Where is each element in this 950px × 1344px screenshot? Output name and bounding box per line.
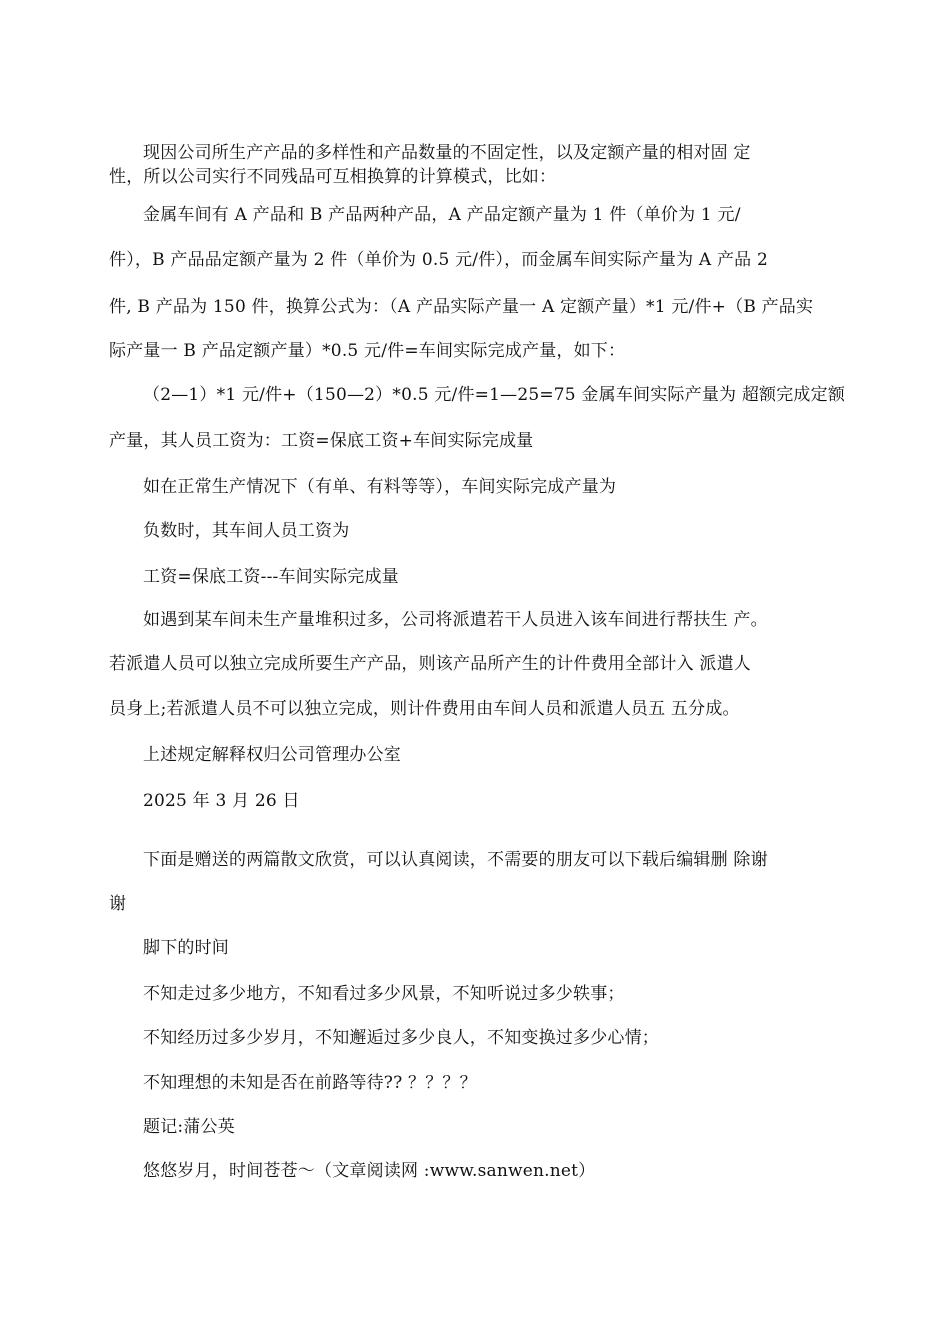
text-line: 悠悠岁月，时间苍苍〜（文章阅读网 :www.sanwen.net） xyxy=(143,1161,596,1181)
text-line: 不知经历过多少岁月，不知邂逅过多少良人，不知变换过多少心情； xyxy=(143,1028,659,1048)
text-line: 负数时，其车间人员工资为 xyxy=(143,521,350,541)
text-line: 不知理想的未知是否在前路等待?? ？？？？ xyxy=(143,1073,477,1093)
text-line: 工资=保底工资---车间实际完成量 xyxy=(143,567,399,587)
text-line: 件, B 产品为 150 件，换算公式为：（A 产品实际产量一 A 定额产量）*1 元/件+（B 产品实 xyxy=(109,297,814,317)
text-line: 如在正常生产情况下（有单、有料等等），车间实际完成产量为 xyxy=(143,477,617,497)
essay-title: 脚下的时间 xyxy=(143,938,229,958)
text-line: 件），B 产品品定额产量为 2 件（单价为 0.5 元/件），而金属车间实际产量为 A 产品 2 xyxy=(109,250,768,270)
text-line: （2—1）*1 元/件+（150—2）*0.5 元/件=1—25=75 金属车间实际产量为 超额完成定额 xyxy=(143,385,846,405)
text-line: 不知走过多少地方，不知看过多少风景，不知听说过多少轶事； xyxy=(143,984,625,1004)
date-line: 2025 年 3 月 26 日 xyxy=(143,791,300,811)
text-line: 际产量一 B 产品定额产量）*0.5 元/件=车间实际完成产量，如下： xyxy=(109,341,626,361)
text-line: 上述规定解释权归公司管理办公室 xyxy=(143,745,401,765)
text-line: 题记:蒲公英 xyxy=(143,1117,235,1137)
text-line: 金属车间有 A 产品和 B 产品两种产品，A 产品定额产量为 1 件（单价为 1 元/ xyxy=(143,205,741,225)
text-line: 谢 xyxy=(109,894,127,914)
text-line: 员身上;若派遣人员不可以独立完成，则计件费用由车间人员和派遣人员五 五分成。 xyxy=(109,699,740,719)
text-line: 如遇到某车间未生产量堆积过多，公司将派遣若干人员进入该车间进行帮扶生 产。 xyxy=(143,610,768,630)
text-line: 下面是赠送的两篇散文欣赏，可以认真阅读，不需要的朋友可以下载后编辑删 除谢 xyxy=(143,850,768,870)
text-line: 若派遣人员可以独立完成所要生产产品，则该产品所产生的计件费用全部计入 派遣人 xyxy=(109,654,752,674)
text-line: 现因公司所生产产品的多样性和产品数量的不固定性，以及定额产量的相对固 定 xyxy=(143,143,751,163)
text-line: 性，所以公司实行不同残品可互相换算的计算模式，比如： xyxy=(109,167,557,187)
text-line: 产量，其人员工资为：工资=保底工资+车间实际完成量 xyxy=(109,431,534,451)
